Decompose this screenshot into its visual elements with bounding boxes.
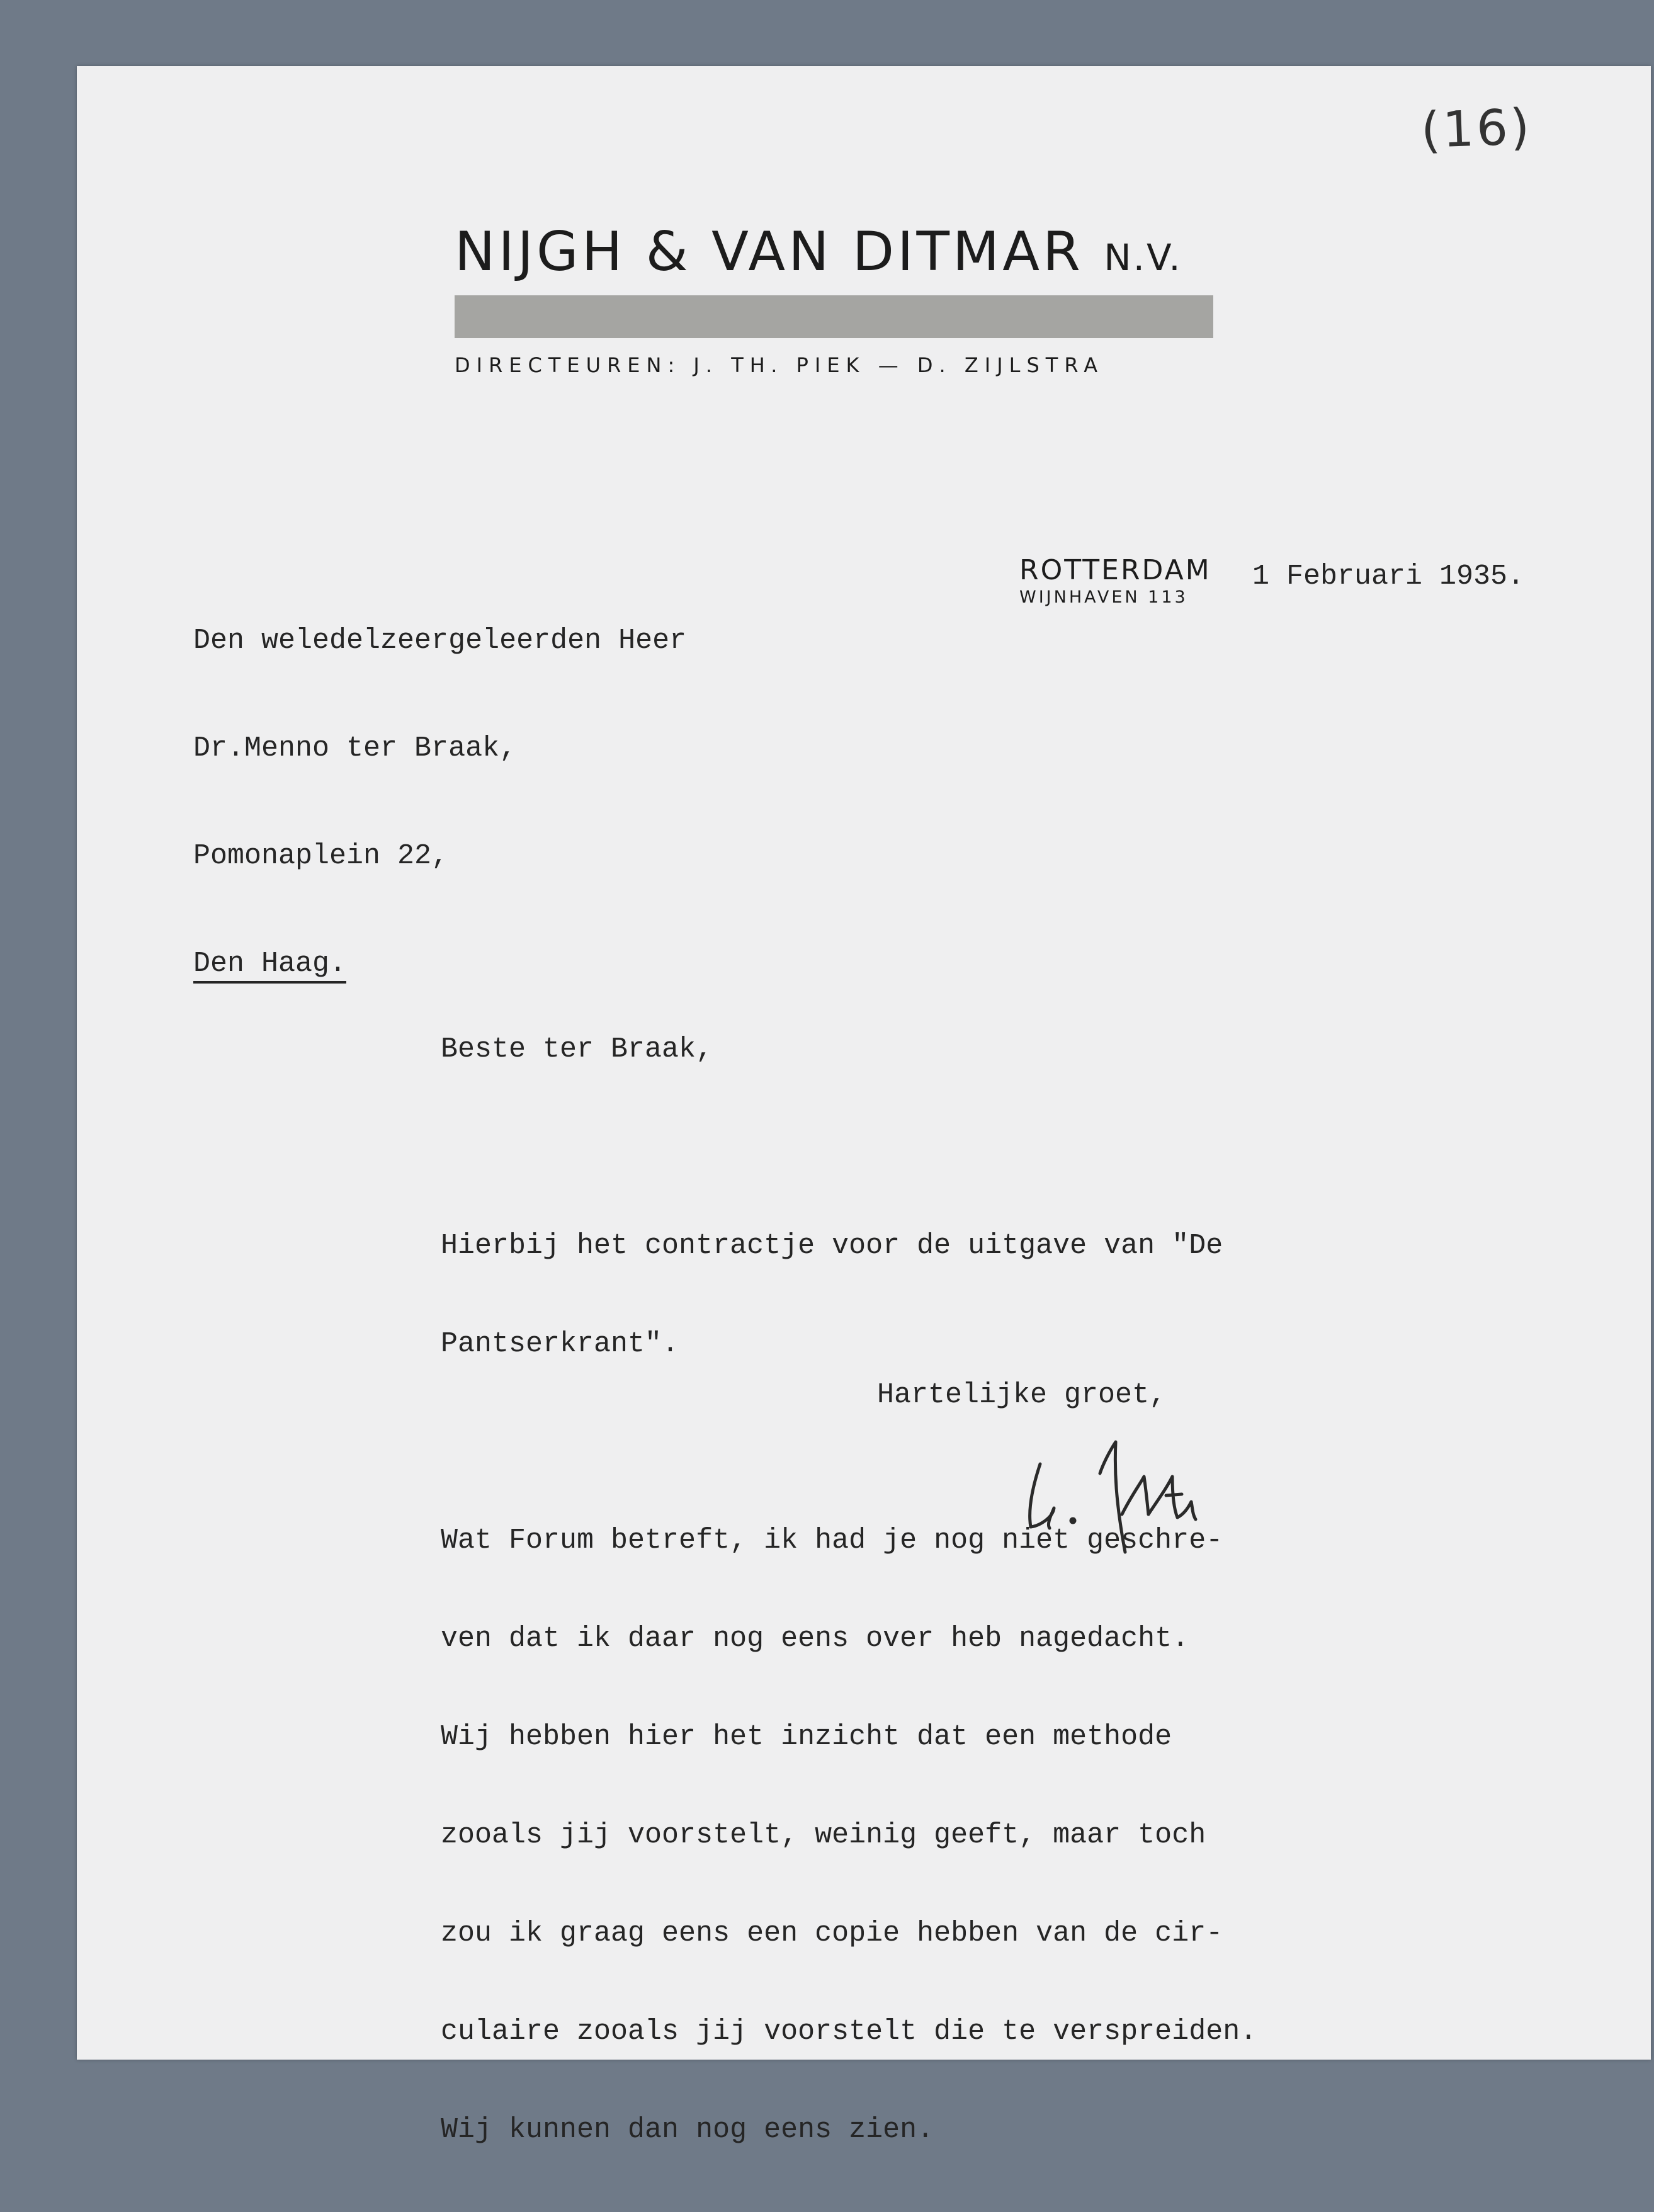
- letter-date: 1 Februari 1935.: [1252, 560, 1525, 593]
- salutation: Beste ter Braak,: [441, 1033, 713, 1065]
- company-suffix: N.V.: [1104, 236, 1182, 279]
- letterhead-band: [455, 295, 1213, 338]
- recipient-line: Den weledelzeergeleerden Heer: [193, 625, 687, 657]
- body-line: Wij hebben hier het inzicht dat een methode: [441, 1721, 1172, 1753]
- letter-sheet: [77, 66, 1651, 2146]
- body-line: Wij kunnen dan nog eens zien.: [441, 2114, 934, 2146]
- paragraph-gap: [441, 1132, 1257, 1164]
- body-line: Hierbij het contractje voor de uitgave van "De: [441, 1230, 1223, 1262]
- body-line: culaire zooals jij voorstelt die te verspreiden.: [441, 2016, 1257, 2048]
- signature-icon: [1015, 1414, 1216, 1558]
- directors-line: DIRECTEUREN: J. TH. PIEK — D. ZIJLSTRA: [455, 353, 1104, 377]
- letter-body: [441, 968, 1257, 2212]
- recipient-line: Pomonaplein 22,: [193, 840, 449, 872]
- letterhead: [455, 220, 1242, 377]
- body-line: zooals jij voorstelt, weinig geeft, maar toch: [441, 1819, 1206, 1851]
- body-line: ven dat ik daar nog eens over heb nagedacht.: [441, 1623, 1189, 1655]
- body-line: Pantserkrant".: [441, 1328, 679, 1360]
- sender-city: ROTTERDAM: [1019, 554, 1211, 586]
- body-line: Wat Forum betreft, ik had je nog niet geschre-: [441, 1524, 1223, 1557]
- company-name-text: NIJGH & VAN DITMAR: [455, 220, 1084, 283]
- archive-number: (16): [1420, 98, 1533, 160]
- body-line: zou ik graag eens een copie hebben van de cir-: [441, 1917, 1223, 1949]
- company-name: [455, 220, 1242, 289]
- recipient-line: Dr.Menno ter Braak,: [193, 732, 517, 764]
- closing: Hartelijke groet,: [877, 1379, 1167, 1411]
- recipient-city: Den Haag.: [193, 948, 346, 984]
- sender-street: WIJNHAVEN 113: [1019, 587, 1188, 607]
- sender-address: [1019, 554, 1211, 607]
